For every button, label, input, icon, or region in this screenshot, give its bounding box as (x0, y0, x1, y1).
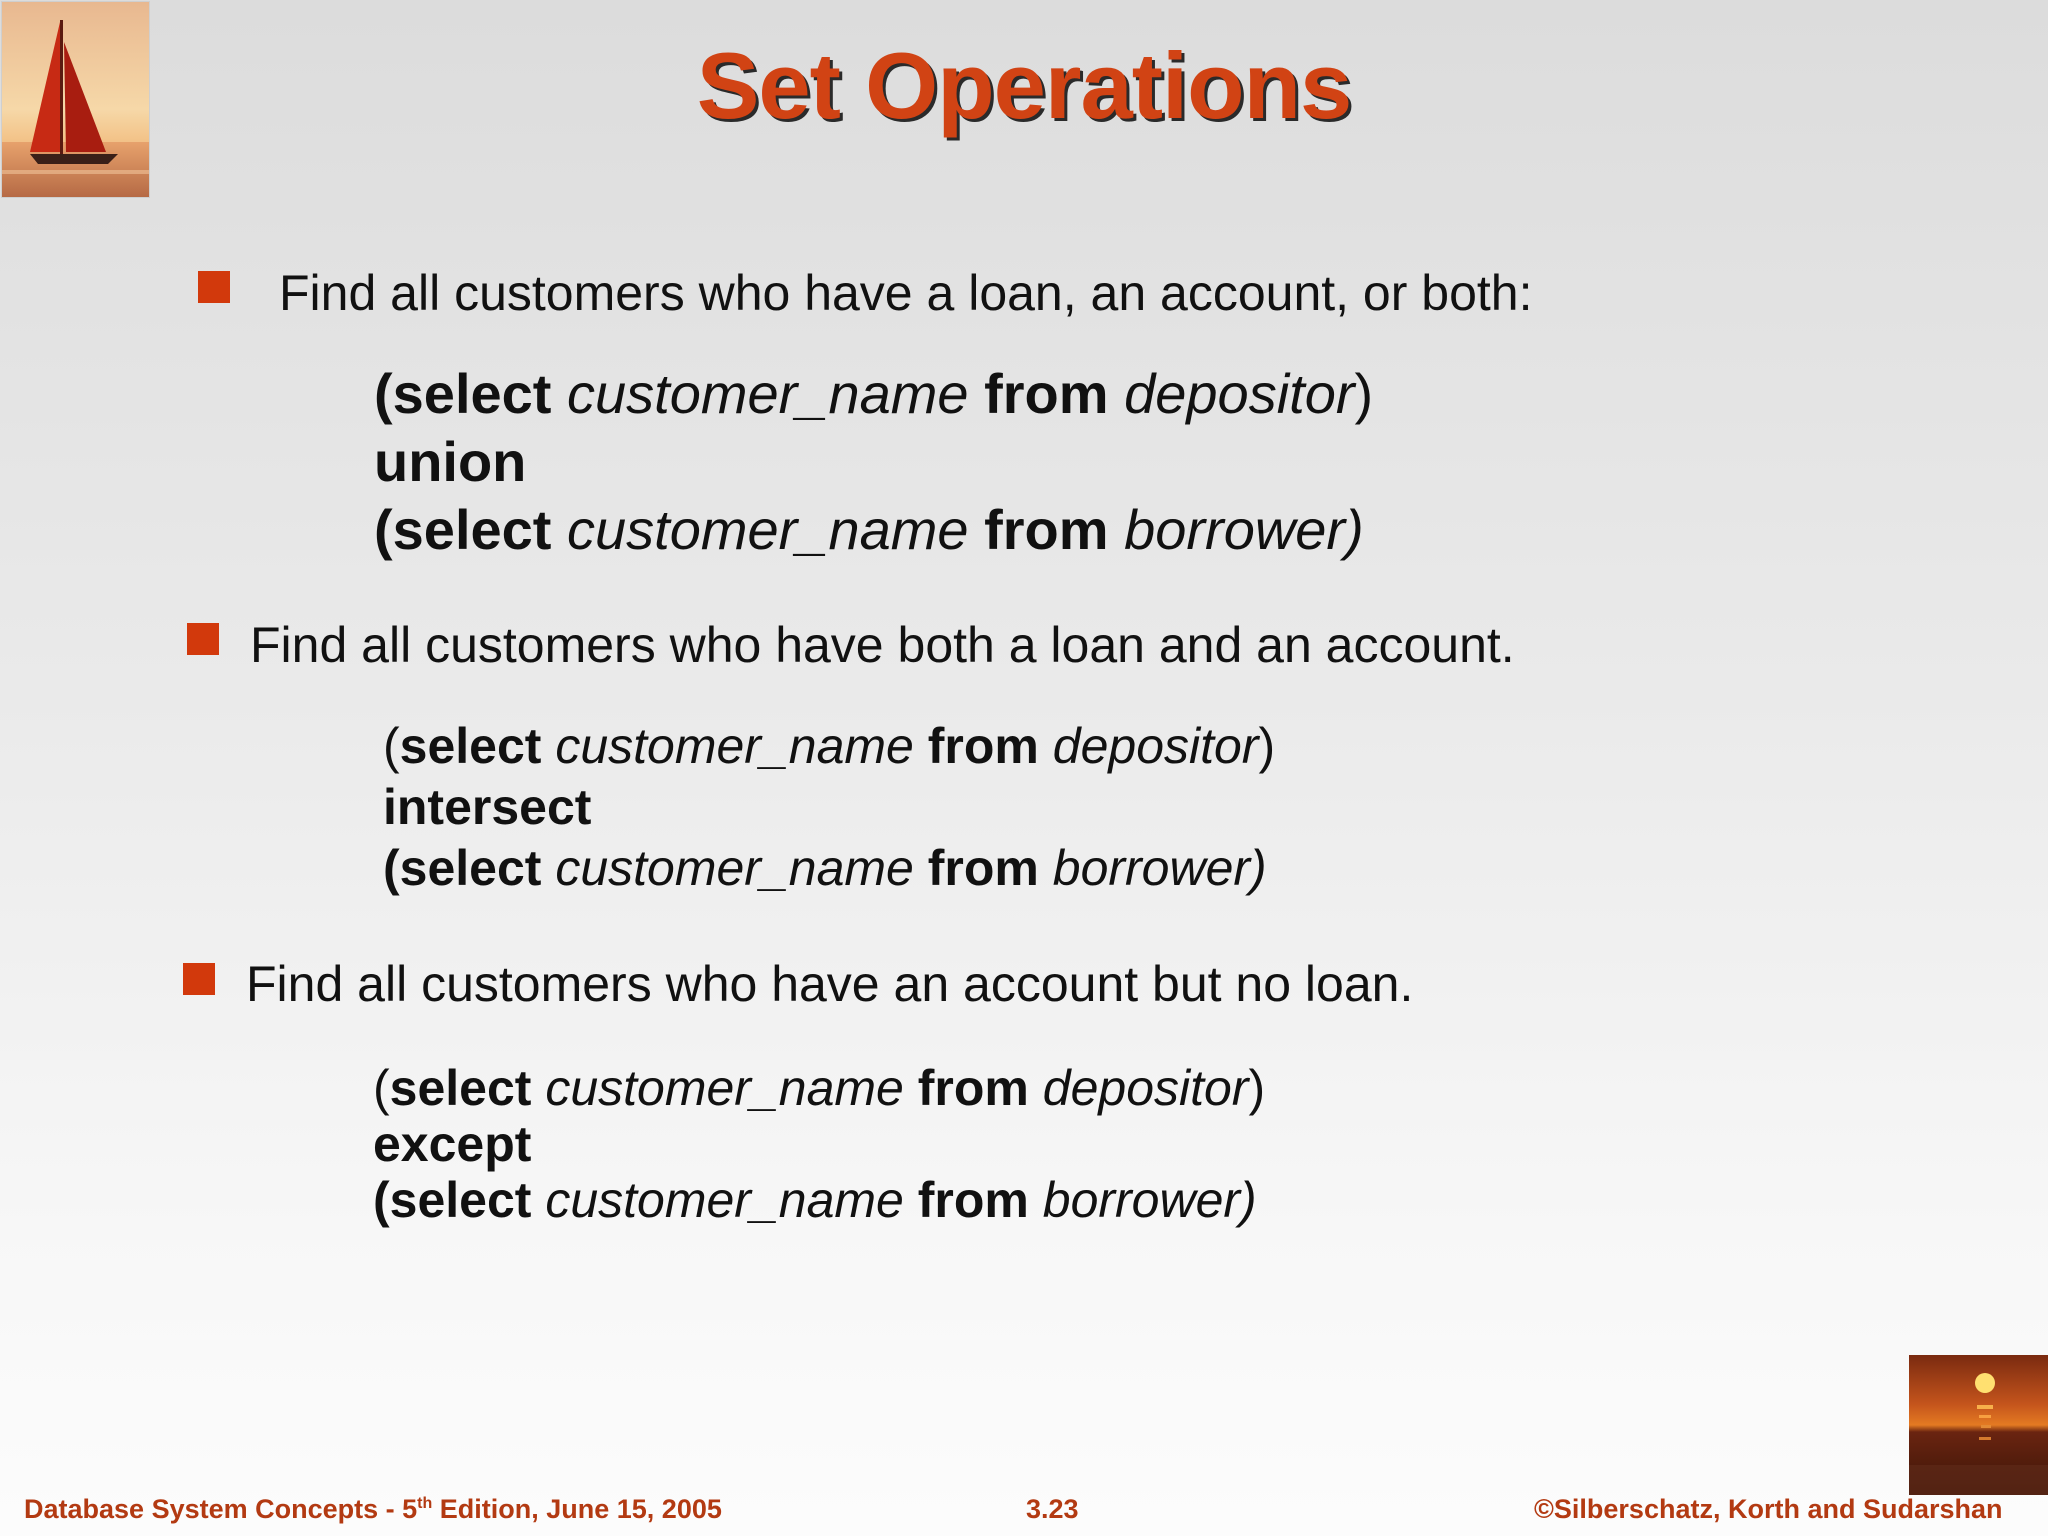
bullet-item-2 (187, 617, 1515, 673)
bullet-square-icon (183, 963, 215, 995)
bullet-text-2: Find all customers who have both a loan and an account. (250, 617, 1515, 673)
code-line: (select customer_name from borrower) (374, 498, 1364, 561)
code-line: (select customer_name from depositor) (373, 1060, 1266, 1116)
bullet-item-3 (183, 956, 1414, 1012)
footer-copyright: ©Silberschatz, Korth and Sudarshan (1534, 1494, 2003, 1524)
set-operator-union: union (374, 430, 527, 493)
set-operator-except: except (373, 1116, 532, 1172)
code-line: (select customer_name from borrower) (373, 1172, 1257, 1228)
bullet-square-icon (198, 271, 230, 303)
sunset-image (1909, 1355, 2048, 1495)
code-block-except (373, 1060, 1265, 1228)
sunset-icon (1909, 1355, 2048, 1495)
code-line: (select customer_name from depositor) (383, 718, 1276, 774)
footer-page-number: 3.23 (1026, 1494, 1079, 1524)
bullet-text-1: Find all customers who have a loan, an account, or both: (279, 265, 1533, 321)
bullet-item-1 (198, 265, 1533, 321)
code-block-union (374, 360, 1373, 564)
set-operator-intersect: intersect (383, 779, 592, 835)
code-line: (select customer_name from borrower) (383, 840, 1267, 896)
bullet-text-3: Find all customers who have an account but no loan. (246, 956, 1414, 1012)
code-line: (select customer_name from depositor) (374, 362, 1374, 425)
footer-book-title: Database System Concepts - 5th Edition, June 15, 2005 (24, 1494, 722, 1524)
bullet-square-icon (187, 623, 219, 655)
slide-title: Set Operations (696, 33, 1352, 138)
code-block-intersect (383, 716, 1275, 899)
